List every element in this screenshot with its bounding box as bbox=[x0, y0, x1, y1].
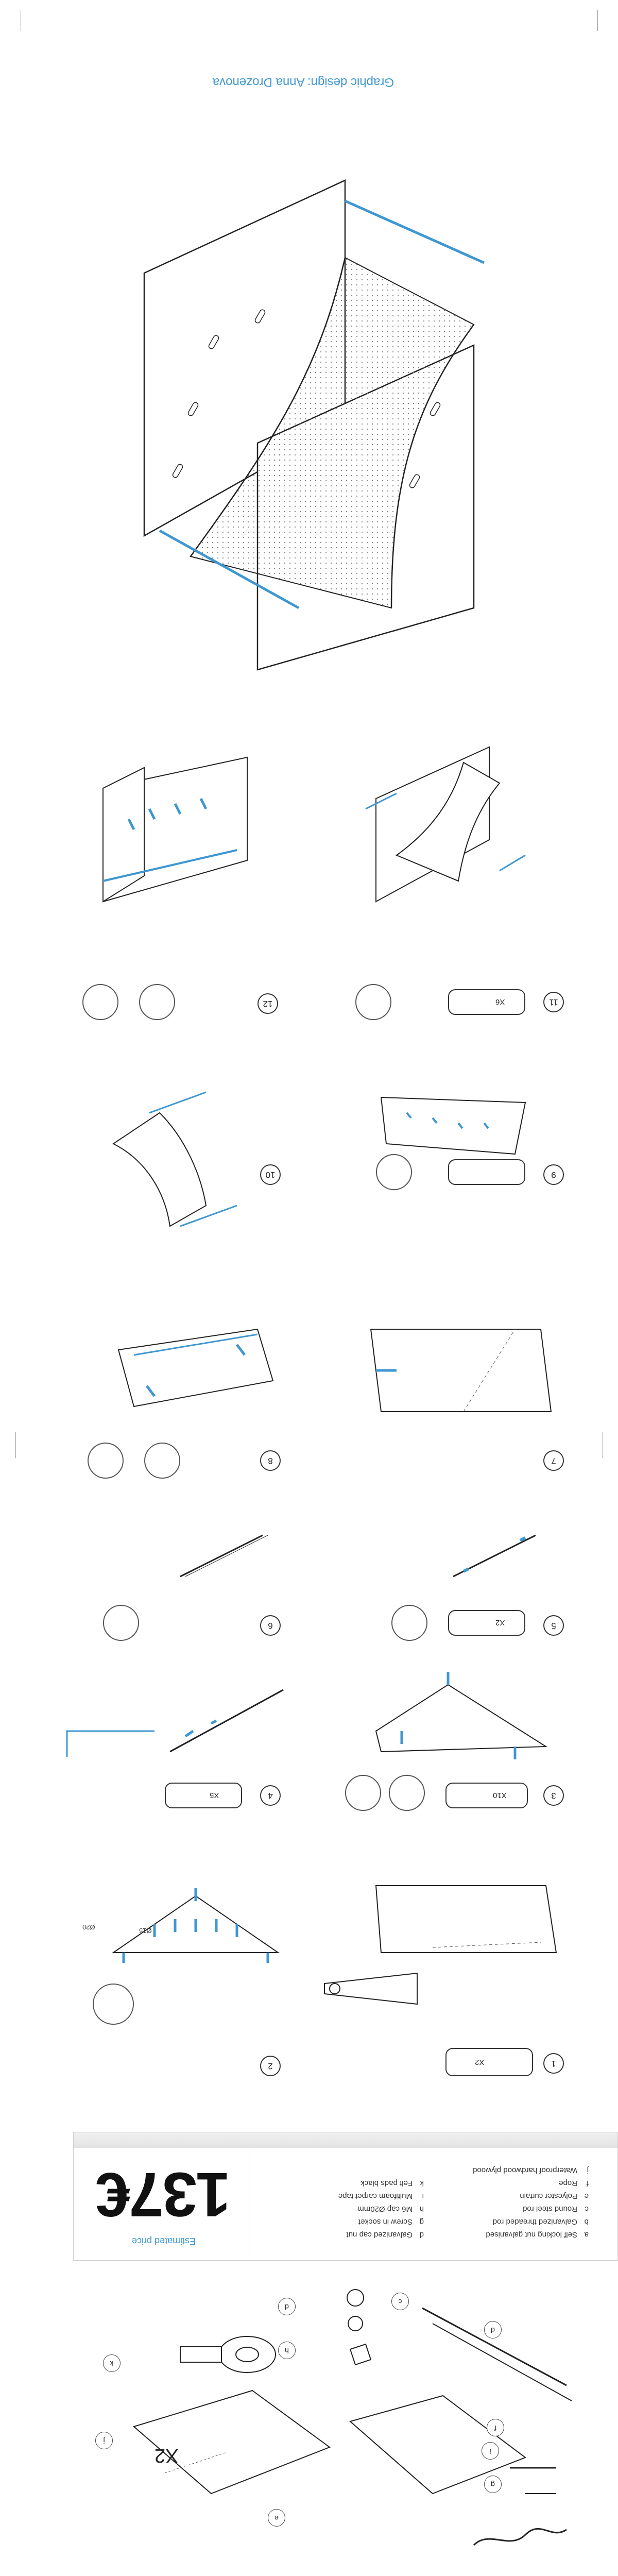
part-list-item: ePolyester curtain bbox=[520, 2192, 589, 2200]
part-marker: f bbox=[487, 2419, 504, 2436]
step-12-detail-circle bbox=[82, 984, 118, 1020]
step-12-detail-circle bbox=[139, 984, 175, 1020]
part-marker: e bbox=[268, 2509, 285, 2527]
part-list-item: kFelt pads black bbox=[360, 2179, 424, 2188]
step-11-quantity-pill bbox=[448, 989, 525, 1015]
step-number: 4 bbox=[260, 1785, 281, 1806]
step-number: 11 bbox=[543, 992, 564, 1012]
step-number: 10 bbox=[260, 1164, 281, 1185]
part-list-item: gScrew in socket bbox=[358, 2217, 424, 2226]
estimated-price-value: 137€ bbox=[97, 2160, 231, 2230]
step-5-quantity: X2 bbox=[495, 1618, 505, 1627]
part-marker: d bbox=[278, 2298, 296, 2315]
step-number: 3 bbox=[543, 1785, 564, 1806]
parts-header-strip bbox=[74, 2132, 617, 2148]
part-marker: k bbox=[103, 2354, 121, 2372]
part-list-item: jWaterproof hardwood plywood bbox=[473, 2166, 589, 2175]
step-3-quantity-pill bbox=[445, 1783, 528, 1808]
step-number: 1 bbox=[543, 2053, 564, 2074]
part-marker: h bbox=[278, 2342, 296, 2359]
step-4-quantity-pill bbox=[165, 1783, 242, 1808]
step-4-illustration bbox=[52, 1674, 288, 1777]
step-number: 9 bbox=[543, 1164, 564, 1185]
part-list-item: iMultifoam carpet tape bbox=[338, 2192, 424, 2200]
part-marker: d bbox=[484, 2321, 502, 2338]
part-list-item: dGalvanized cap nut bbox=[346, 2230, 424, 2239]
step-3-detail-circle bbox=[345, 1775, 381, 1811]
step-9-detail-circle bbox=[376, 1154, 412, 1190]
step-6-illustration bbox=[170, 1525, 273, 1587]
step-10-illustration bbox=[103, 1082, 258, 1247]
step-2-illustration bbox=[103, 1875, 288, 1978]
estimated-price-label: Estimated price bbox=[131, 2236, 196, 2246]
step-11-illustration bbox=[355, 737, 541, 912]
armchair-hero-illustration bbox=[103, 155, 505, 670]
step-6-detail-circle bbox=[103, 1605, 139, 1641]
step-5-illustration bbox=[443, 1525, 546, 1587]
step-2-detail-circle bbox=[93, 1984, 134, 2025]
step-number: 7 bbox=[543, 1450, 564, 1471]
part-list-item: aSelf locking nut galvanised bbox=[486, 2230, 589, 2239]
step-8-detail-circle bbox=[88, 1443, 124, 1479]
step-number: 8 bbox=[260, 1450, 281, 1471]
part-list-item: fRope bbox=[559, 2179, 589, 2188]
step-number: 6 bbox=[260, 1615, 281, 1636]
step-1-illustration bbox=[360, 1875, 556, 1968]
crop-mark bbox=[597, 10, 598, 31]
step-5-detail-circle bbox=[391, 1605, 427, 1641]
crop-mark bbox=[15, 1432, 16, 1458]
diameter-label: Ø20 bbox=[82, 1923, 95, 1931]
step-8-detail-circle bbox=[144, 1443, 180, 1479]
step-4-quantity: X5 bbox=[210, 1791, 219, 1800]
step-5-quantity-pill bbox=[448, 1610, 525, 1636]
step-3-quantity: X10 bbox=[493, 1791, 507, 1800]
step-11-detail-circle bbox=[355, 984, 391, 1020]
step-3-detail-circle bbox=[389, 1775, 425, 1811]
part-list-item: hM6 cap Ø20mm bbox=[357, 2205, 424, 2213]
graphic-design-credit: Graphic design: Anna Drozenova bbox=[212, 75, 394, 89]
step-number: 5 bbox=[543, 1615, 564, 1636]
step-number: 2 bbox=[260, 2056, 281, 2076]
part-marker: g bbox=[484, 2476, 502, 2493]
part-list-item: cRound steel rod bbox=[523, 2205, 589, 2213]
step-number: 12 bbox=[258, 993, 278, 1014]
part-marker: i bbox=[482, 2442, 499, 2460]
step-8-illustration bbox=[103, 1319, 273, 1422]
sheet-quantity-label: X2 bbox=[154, 2445, 179, 2466]
parts-illustration bbox=[62, 2277, 556, 2576]
part-marker: c bbox=[391, 2293, 409, 2310]
step-7-illustration bbox=[360, 1309, 556, 1432]
part-list-item: bGalvanized threaded rod bbox=[492, 2217, 589, 2226]
step-1-quantity: X2 bbox=[475, 2058, 485, 2066]
price-and-parts-box bbox=[73, 2132, 618, 2261]
step-1-quantity-pill bbox=[445, 2048, 533, 2076]
step-1-tool bbox=[319, 1968, 422, 2009]
step-9-pill bbox=[448, 1159, 525, 1185]
step-11-quantity: X6 bbox=[495, 997, 505, 1006]
step-12-illustration bbox=[82, 747, 268, 922]
part-marker: j bbox=[95, 2432, 113, 2449]
step-3-illustration bbox=[360, 1669, 556, 1772]
diameter-label: Ø15 bbox=[139, 1927, 152, 1935]
